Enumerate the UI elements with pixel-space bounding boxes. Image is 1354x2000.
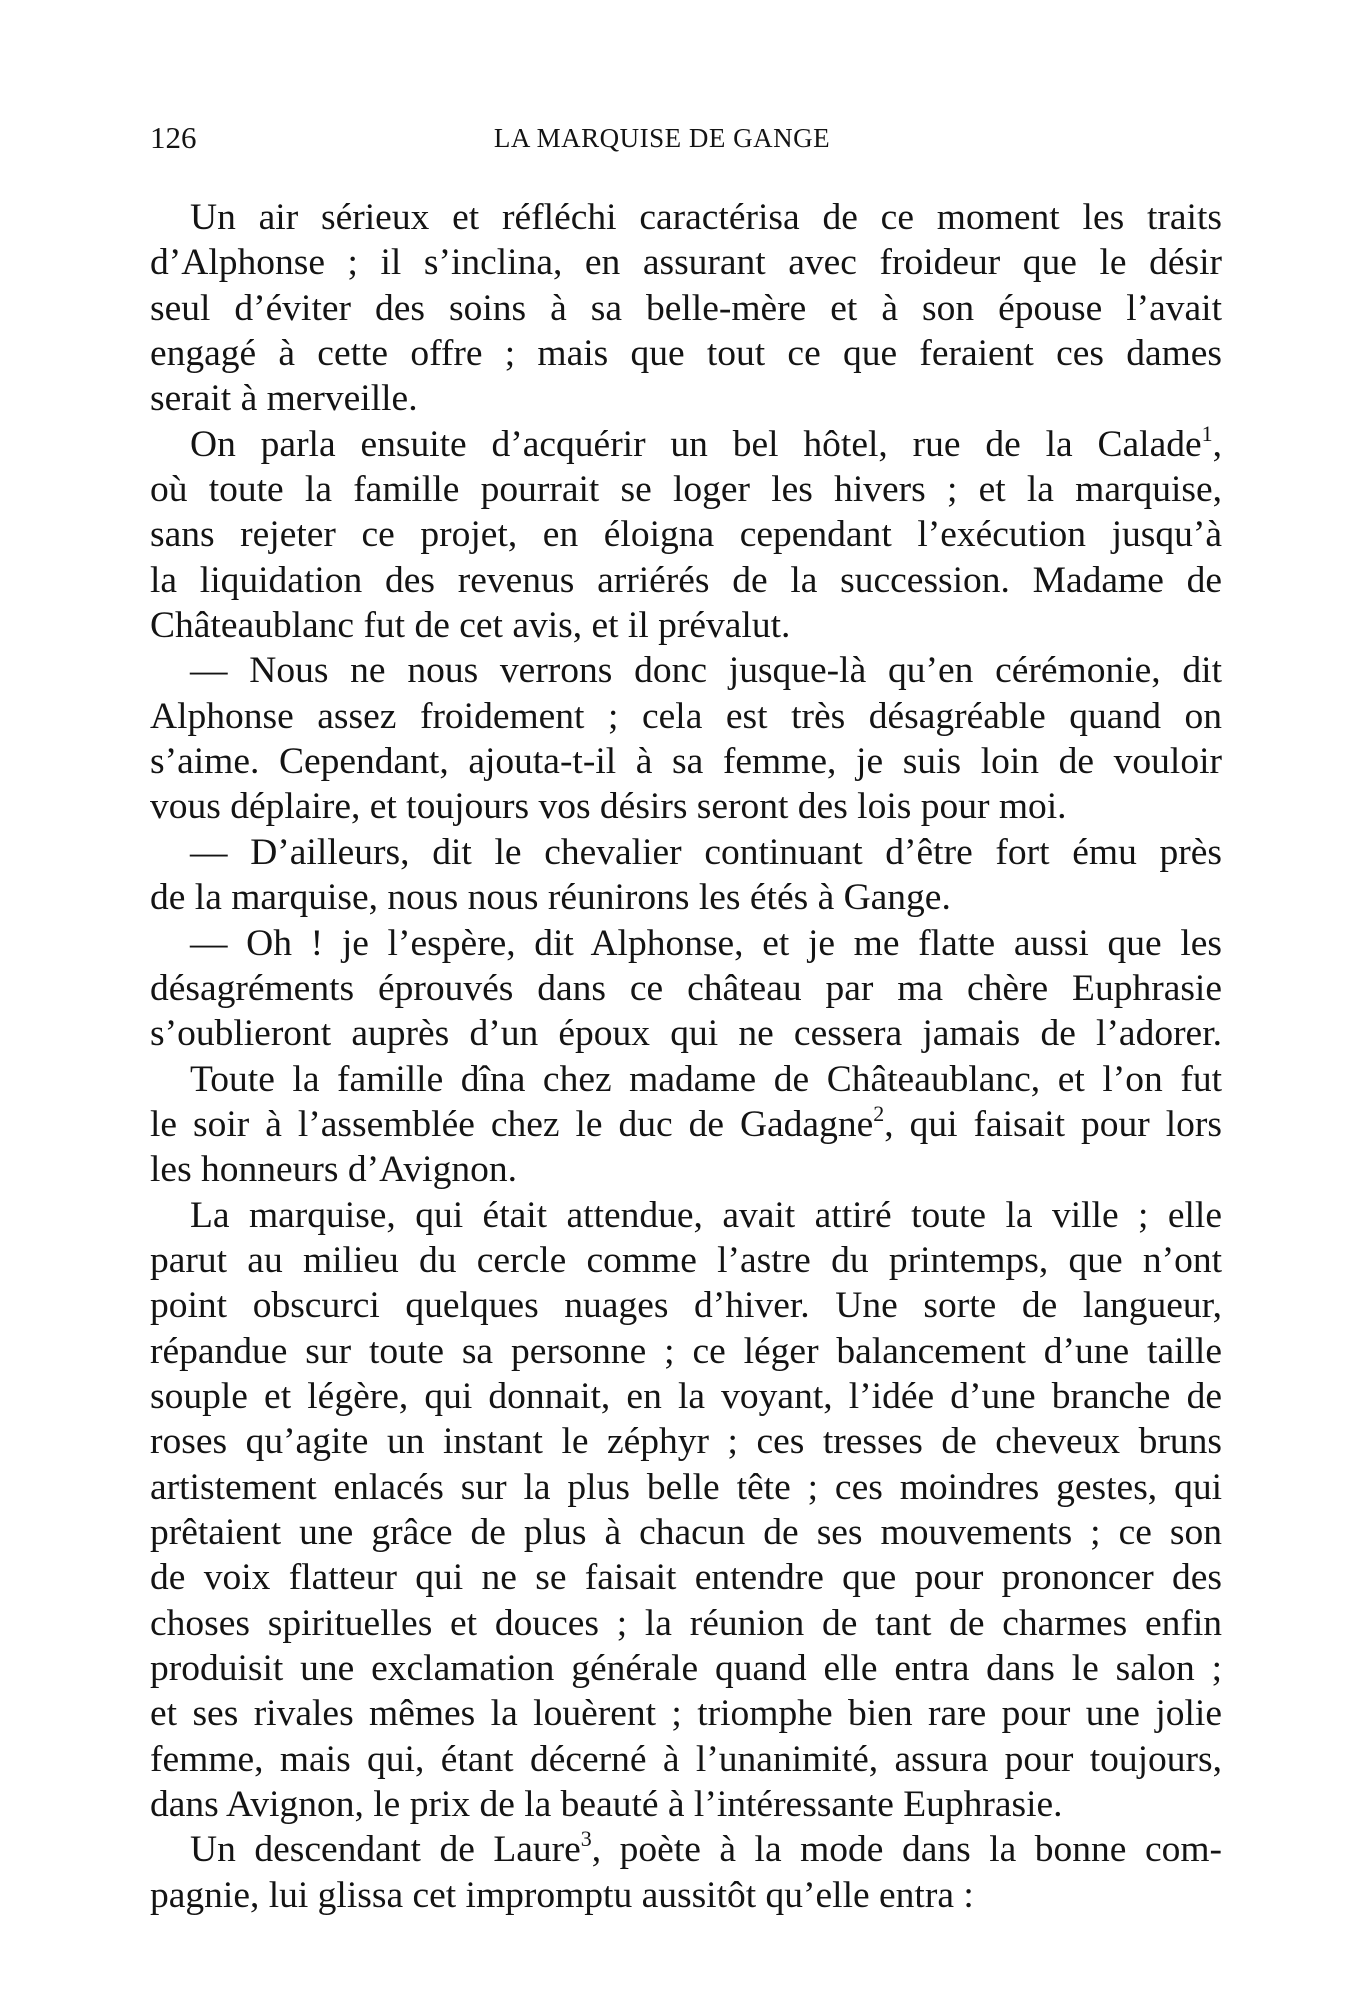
body-text	[150, 195, 1222, 1918]
text-line: le soir à l’assemblée chez le duc de Gadagne$^2$, qui faisait pour lors	[150, 1100, 1222, 1145]
footnote-ref: 1	[1201, 420, 1213, 446]
text-line: vous déplaire, et toujours vos désirs seront des lois pour moi.	[150, 786, 1067, 828]
text-line: s’aime. Cependant, ajouta-t-il à sa femme, je suis loin de vouloir	[150, 741, 1222, 783]
text-line: Un descendant de Laure$^3$, poète à la mode dans la bonne com-	[190, 1826, 1222, 1871]
text-line: choses spirituelles et douces ; la réunion de tant de charmes enfin	[150, 1602, 1222, 1644]
text-line: parut au milieu du cercle comme l’astre du printemps, que n’ont	[150, 1239, 1222, 1281]
paragraph	[150, 830, 1222, 921]
text-line: Toute la famille dîna chez madame de Châteaublanc, et l’on fut	[190, 1058, 1222, 1100]
paragraph	[150, 1827, 1222, 1918]
text-line: La marquise, qui était attendue, avait attiré toute la ville ; elle	[190, 1194, 1222, 1236]
text-line: de la marquise, nous nous réunirons les étés à Gange.	[150, 877, 951, 919]
text-line: désagréments éprouvés dans ce château par ma chère Euphrasie	[150, 967, 1222, 1009]
text-line: — Nous ne nous verrons donc jusque-là qu’en cérémonie, dit	[190, 650, 1222, 692]
text-line: On parla ensuite d’acquérir un bel hôtel, rue de la Calade$^1$,	[190, 420, 1222, 465]
running-title: LA MARQUISE DE GANGE	[493, 123, 831, 153]
paragraph	[150, 422, 1222, 649]
text-line: point obscurci quelques nuages d’hiver. Une sorte de langueur,	[150, 1285, 1222, 1327]
text-line: Alphonse assez froidement ; cela est très désagréable quand on	[150, 695, 1222, 737]
paragraph	[150, 648, 1222, 829]
text-line: d’Alphonse ; il s’inclina, en assurant avec froideur que le désir	[150, 242, 1222, 284]
text-line: sans rejeter ce projet, en éloigna cependant l’exécution jusqu’à	[150, 514, 1222, 556]
text-line: seul d’éviter des soins à sa belle-mère et à son épouse l’avait	[150, 287, 1222, 329]
text-line: — D’ailleurs, dit le chevalier continuant d’être fort ému près	[190, 831, 1222, 873]
paragraph	[150, 1193, 1222, 1828]
text-line: les honneurs d’Avignon.	[150, 1149, 517, 1191]
paragraph	[150, 921, 1222, 1057]
text-line: dans Avignon, le prix de la beauté à l’intéressante Euphrasie.	[150, 1784, 1063, 1826]
text-line: la liquidation des revenus arriérés de la succession. Madame de	[150, 559, 1222, 601]
text-line: et ses rivales mêmes la louèrent ; triomphe bien rare pour une jolie	[150, 1693, 1222, 1735]
running-header	[150, 118, 1222, 158]
text-line: où toute la famille pourrait se loger les hivers ; et la marquise,	[150, 469, 1222, 511]
text-line: engagé à cette offre ; mais que tout ce que feraient ces dames	[150, 333, 1222, 375]
text-line: Châteaublanc fut de cet avis, et il prévalut.	[150, 605, 791, 647]
text-line: femme, mais qui, étant décerné à l’unanimité, assura pour toujours,	[150, 1738, 1222, 1780]
footnote-ref: 3	[580, 1826, 592, 1852]
text-line: prêtaient une grâce de plus à chacun de ses mouvements ; ce son	[150, 1511, 1222, 1553]
text-line: pagnie, lui glissa cet impromptu aussitôt qu’elle entra :	[150, 1874, 974, 1916]
text-line: produisit une exclamation générale quand elle entra dans le salon ;	[150, 1648, 1222, 1689]
text-line: Un air sérieux et réfléchi caractérisa de ce moment les traits	[190, 197, 1222, 238]
text-line: artistement enlacés sur la plus belle tête ; ces moindres gestes, qui	[150, 1466, 1222, 1508]
footnote-ref: 2	[873, 1100, 885, 1126]
paragraph	[150, 1057, 1222, 1193]
text-line: répandue sur toute sa personne ; ce léger balancement d’une taille	[150, 1330, 1222, 1372]
text-line: souple et légère, qui donnait, en la voyant, l’idée d’une branche de	[150, 1375, 1222, 1417]
paragraph	[150, 195, 1222, 422]
text-line: — Oh ! je l’espère, dit Alphonse, et je me flatte aussi que les	[190, 922, 1222, 964]
text-line: de voix flatteur qui ne se faisait entendre que pour prononcer des	[150, 1557, 1222, 1599]
page-number: 126	[150, 120, 197, 155]
text-line: s’oublieront auprès d’un époux qui ne cessera jamais de l’adorer.	[150, 1013, 1222, 1055]
text-line: serait à merveille.	[150, 378, 418, 420]
text-line: roses qu’agite un instant le zéphyr ; ces tresses de cheveux bruns	[150, 1421, 1222, 1463]
